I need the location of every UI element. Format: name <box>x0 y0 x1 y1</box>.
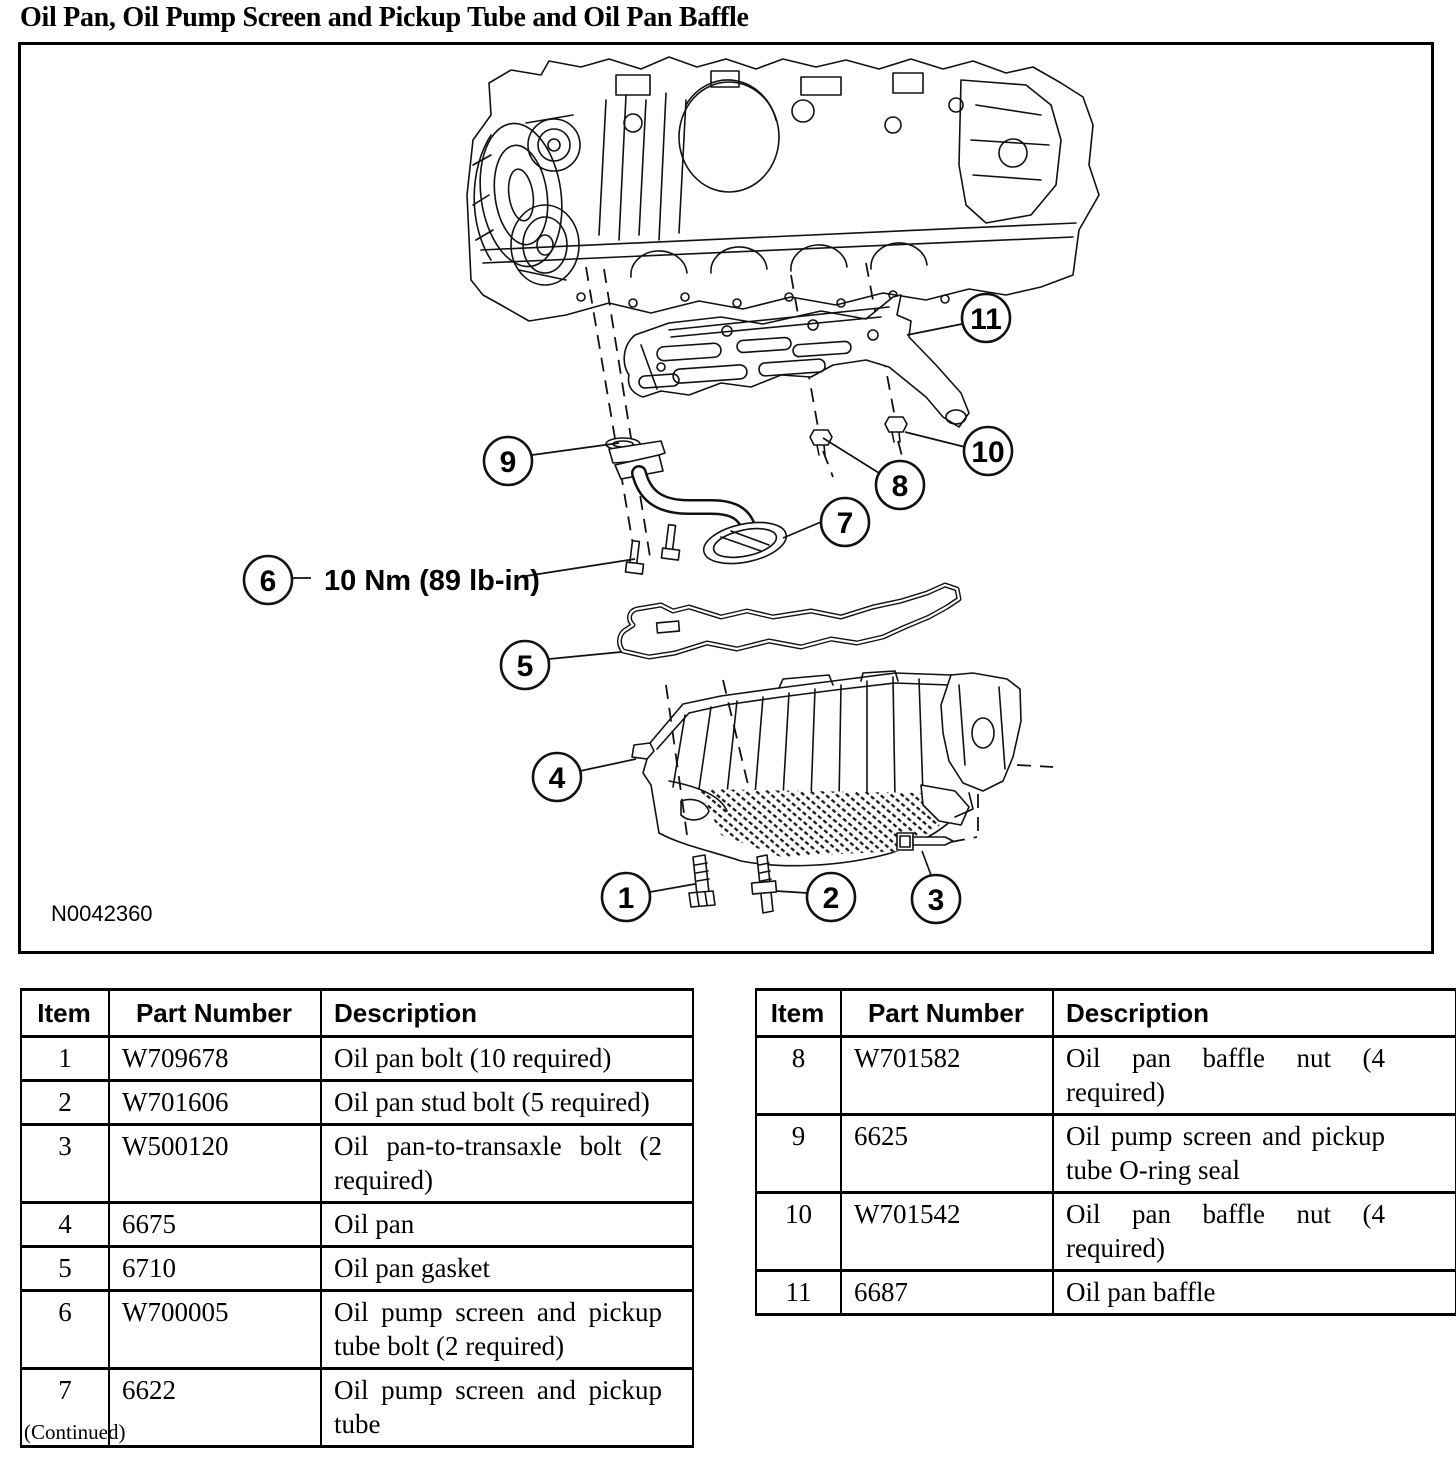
continued-note: (Continued) <box>24 1420 126 1444</box>
pickup-tube-bolt <box>625 541 643 574</box>
callout-2 <box>807 873 855 921</box>
oil-pan-bolt-1 <box>689 855 715 907</box>
callout-3 <box>912 875 960 923</box>
oil-pan-drawing <box>632 671 1021 866</box>
part-number-cell: 6687 <box>841 1271 1053 1315</box>
table-row <box>21 1081 693 1125</box>
column-header-description: Description <box>1053 990 1456 1037</box>
item-cell: 8 <box>756 1037 841 1115</box>
description-cell: Oil pan <box>321 1203 693 1247</box>
pickup-tube-drawing <box>606 438 790 574</box>
callout-4 <box>533 753 581 801</box>
table-row <box>756 1037 1456 1115</box>
column-header-part-number: Part Number <box>109 990 321 1037</box>
item-cell: 6 <box>21 1291 109 1369</box>
svg-text:6: 6 <box>259 565 277 598</box>
pickup-tube-bolt <box>661 525 679 560</box>
callout-11 <box>962 294 1010 342</box>
callout-8 <box>876 461 924 509</box>
column-header-item: Item <box>756 990 841 1037</box>
description-cell: Oil pan bolt (10 required) <box>321 1037 693 1081</box>
item-cell: 3 <box>21 1125 109 1203</box>
svg-text:11: 11 <box>970 303 1002 336</box>
svg-text:5: 5 <box>516 650 534 683</box>
item-cell: 9 <box>756 1115 841 1193</box>
description-cell: Oil pan baffle <box>1053 1271 1456 1315</box>
item-cell: 5 <box>21 1247 109 1291</box>
parts-table-right <box>755 988 1456 1316</box>
table-row <box>21 1247 693 1291</box>
svg-text:9: 9 <box>499 446 517 479</box>
description-cell: Oil pump screen and pickup tube <box>321 1369 693 1447</box>
table-header-row <box>21 990 693 1037</box>
part-number-cell: W500120 <box>109 1125 321 1203</box>
oil-pan-baffle-drawing <box>624 295 969 427</box>
description-cell: Oil pump screen and pickup tube bolt (2 required) <box>321 1291 693 1369</box>
table-row <box>21 1125 693 1203</box>
part-number-cell: W709678 <box>109 1037 321 1081</box>
figure-id-label: N0042360 <box>51 901 153 926</box>
figure-frame <box>18 42 1434 954</box>
column-header-part-number: Part Number <box>841 990 1053 1037</box>
item-cell: 7 <box>21 1369 109 1447</box>
exploded-view-diagram <box>21 45 1431 949</box>
item-cell: 4 <box>21 1203 109 1247</box>
callout-10 <box>964 427 1012 475</box>
item-cell: 2 <box>21 1081 109 1125</box>
table-header-row <box>756 990 1456 1037</box>
svg-text:7: 7 <box>836 507 854 540</box>
pan-to-transaxle-bolt-3 <box>897 833 953 850</box>
pickup-screen <box>700 516 790 571</box>
description-cell: Oil pan stud bolt (5 required) <box>321 1081 693 1125</box>
description-cell: Oil pan gasket <box>321 1247 693 1291</box>
table-row <box>756 1193 1456 1271</box>
table-row <box>756 1271 1456 1315</box>
svg-text:10: 10 <box>971 436 1005 469</box>
svg-text:4: 4 <box>548 762 566 795</box>
baffle-nut-10 <box>885 417 907 442</box>
callout-7 <box>821 498 869 546</box>
part-number-cell: W701542 <box>841 1193 1053 1271</box>
svg-text:8: 8 <box>891 470 909 503</box>
callout-6 <box>244 556 292 604</box>
callout-5 <box>501 641 549 689</box>
parts-table-left <box>20 988 694 1448</box>
part-number-cell: 6622 <box>109 1369 321 1447</box>
callout-9 <box>484 437 532 485</box>
part-number-cell: 6710 <box>109 1247 321 1291</box>
table-row <box>756 1115 1456 1193</box>
item-cell: 10 <box>756 1193 841 1271</box>
description-cell: Oil pump screen and pickup tube O-ring seal <box>1053 1115 1456 1193</box>
page-title: Oil Pan, Oil Pump Screen and Pickup Tube and Oil Pan Baffle <box>20 2 749 33</box>
column-header-item: Item <box>21 990 109 1037</box>
part-number-cell: 6625 <box>841 1115 1053 1193</box>
table-row <box>21 1291 693 1369</box>
part-number-cell: 6675 <box>109 1203 321 1247</box>
svg-text:2: 2 <box>822 882 840 915</box>
torque-label: 10 Nm (89 lb-in) <box>324 565 540 597</box>
svg-text:1: 1 <box>617 882 635 915</box>
column-header-description: Description <box>321 990 693 1037</box>
part-number-cell: W700005 <box>109 1291 321 1369</box>
part-number-cell: W701582 <box>841 1037 1053 1115</box>
description-cell: Oil pan baffle nut (4 required) <box>1053 1193 1456 1271</box>
item-cell: 1 <box>21 1037 109 1081</box>
svg-text:3: 3 <box>927 884 945 917</box>
callout-1 <box>602 873 650 921</box>
item-cell: 11 <box>756 1271 841 1315</box>
description-cell: Oil pan baffle nut (4 required) <box>1053 1037 1456 1115</box>
table-row <box>21 1037 693 1081</box>
engine-block-drawing <box>467 57 1099 321</box>
description-cell: Oil pan-to-transaxle bolt (2 required) <box>321 1125 693 1203</box>
table-row <box>21 1203 693 1247</box>
oil-pan-gasket-drawing <box>620 585 959 657</box>
part-number-cell: W701606 <box>109 1081 321 1125</box>
